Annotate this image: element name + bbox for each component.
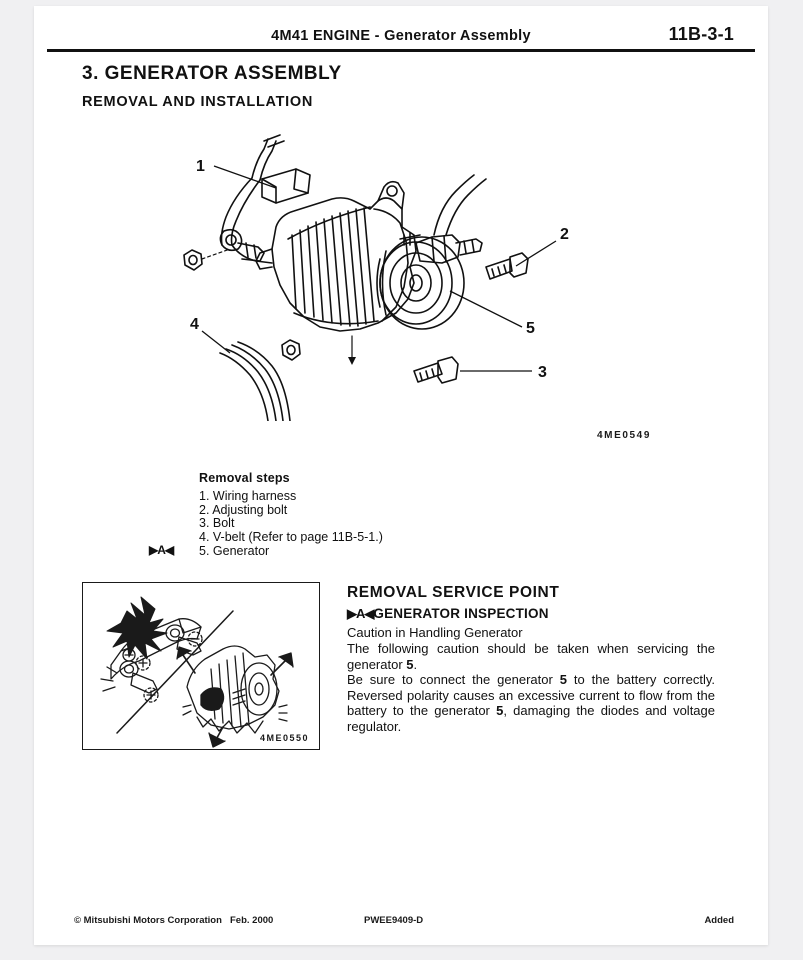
callout-4: 4 — [190, 316, 199, 333]
paragraph-text: to the battery correctly. Reversed polarity causes an excessive current to flow from the battery to the generator — [347, 672, 715, 719]
list-item — [199, 490, 383, 504]
reference-number: 5 — [406, 656, 414, 672]
step-label: 4. V-belt (Refer to page 11B-5-1.) — [199, 530, 383, 545]
page-footer — [34, 915, 768, 935]
reference-number: 5 — [496, 703, 504, 719]
removal-service-point — [347, 584, 715, 735]
page-header — [34, 6, 768, 56]
removal-steps-heading: Removal steps — [199, 471, 290, 485]
removal-steps-list — [149, 471, 383, 559]
section-title: 3. GENERATOR ASSEMBLY — [82, 63, 342, 84]
callout-3: 3 — [538, 364, 547, 381]
step-label: 3. Bolt — [199, 516, 235, 531]
step-label: 1. Wiring harness — [199, 488, 297, 503]
reference-number: 5 — [559, 672, 567, 688]
paragraph-text: The following caution should be taken when servicing the generator — [347, 641, 715, 672]
callout-1: 1 — [196, 158, 205, 175]
list-item — [149, 543, 383, 559]
section-subtitle: REMOVAL AND INSTALLATION — [82, 94, 314, 110]
callout-2: 2 — [560, 226, 569, 243]
service-point-marker: ▶A◀ — [347, 606, 374, 621]
step-label: 2. Adjusting bolt — [199, 502, 288, 517]
caution-caption: Caution in Handling Generator — [347, 625, 523, 640]
caution-paragraph-2 — [347, 672, 715, 734]
paragraph-text: Be sure to connect the generator — [347, 672, 560, 688]
footer-revision: Added — [704, 915, 734, 926]
inspection-figure-code: 4ME0550 — [259, 733, 309, 743]
step-marker-a: ▶A◀ — [149, 543, 174, 558]
page-number: 11B-3-1 — [668, 24, 734, 44]
service-point-subtitle — [347, 606, 715, 622]
footer-document-code: PWEE9409-D — [364, 915, 424, 926]
paragraph-text: , damaging the diodes and voltage regulator. — [347, 703, 715, 734]
main-figure-code: 4ME0549 — [597, 430, 652, 441]
header-title: 4M41 ENGINE - Generator Assembly — [271, 28, 531, 44]
service-point-title: REMOVAL SERVICE POINT — [347, 584, 560, 601]
list-item — [199, 517, 383, 531]
footer-copyright: © Mitsubishi Motors Corporation — [74, 915, 222, 926]
step-label: 5. Generator — [199, 543, 270, 558]
list-item — [199, 531, 383, 545]
callout-5: 5 — [526, 320, 535, 337]
footer-date: Feb. 2000 — [230, 915, 274, 926]
paragraph-text: . — [413, 656, 418, 672]
list-item — [199, 504, 383, 518]
caution-paragraph-1 — [347, 641, 715, 672]
generator-inspection-figure — [82, 582, 320, 750]
service-point-subtitle-label: GENERATOR INSPECTION — [373, 606, 549, 621]
generator-exploded-diagram — [164, 131, 584, 421]
manual-page — [34, 6, 768, 945]
header-divider — [47, 49, 755, 52]
